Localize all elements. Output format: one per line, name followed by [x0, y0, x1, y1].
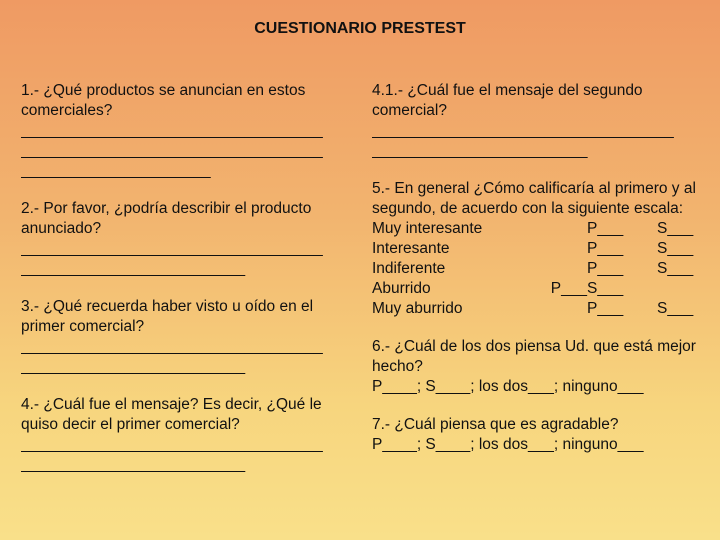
scale-row [372, 219, 712, 239]
scale-s: S___ [657, 220, 694, 237]
answer-line: __________________________ [21, 260, 246, 277]
answer-line: ___________________________________ [21, 436, 323, 453]
answer-options: P____; S____; los dos___; ninguno___ [372, 436, 644, 453]
scale-mid [517, 219, 587, 239]
scale-row [372, 279, 712, 299]
scale-label: Aburrido [372, 280, 431, 297]
question-1: 1.- ¿Qué productos se anuncian en estos comerciales? [21, 82, 306, 119]
question-5: 5.- En general ¿Cómo calificaría al primero y al segundo, de acuerdo con la siguiente escala: [372, 180, 696, 217]
left-column [21, 81, 346, 475]
scale-s: S___ [657, 260, 694, 277]
scale-s: S___ [657, 300, 694, 317]
question-4-1: 4.1.- ¿Cuál fue el mensaje del segundo comercial? [372, 82, 643, 119]
question-3: 3.- ¿Qué recuerda haber visto u oído en el primer comercial? [21, 298, 314, 335]
scale-row [372, 239, 712, 259]
answer-line: __________________________ [21, 358, 246, 375]
scale-s: S___ [657, 240, 694, 257]
scale-p: P___ [587, 300, 624, 317]
scale-label: Indiferente [372, 260, 446, 277]
question-2: 2.- Por favor, ¿podría describir el producto anunciado? [21, 200, 312, 237]
scale-label: Interesante [372, 240, 450, 257]
scale-mid [517, 239, 587, 259]
question-7: 7.- ¿Cuál piensa que es agradable? [372, 416, 619, 433]
answer-line: ___________________________________ [21, 122, 323, 139]
scale-p: P___ [587, 240, 624, 257]
answer-line: ___________________________________ [372, 122, 674, 139]
answer-line: _________________________ [372, 142, 588, 159]
answer-line: __________________________ [21, 456, 246, 473]
page-title: CUESTIONARIO PRESTEST [254, 20, 466, 37]
scale-label: Muy aburrido [372, 300, 463, 317]
scale-p: P___ [587, 260, 624, 277]
scale-p: P___ [587, 220, 624, 237]
right-column [372, 81, 712, 455]
answer-line: ___________________________________ [21, 338, 323, 355]
scale-row [372, 299, 712, 319]
scale-p: S___ [587, 280, 624, 297]
scale-row [372, 259, 712, 279]
question-4: 4.- ¿Cuál fue el mensaje? Es decir, ¿Qué le quiso decir el primer comercial? [21, 396, 322, 433]
scale-mid [517, 259, 587, 279]
answer-options: P____; S____; los dos___; ninguno___ [372, 378, 644, 395]
question-6: 6.- ¿Cuál de los dos piensa Ud. que está mejor hecho? [372, 338, 696, 375]
scale-label: Muy interesante [372, 220, 483, 237]
scale-s [657, 279, 707, 299]
scale-mid [517, 299, 587, 319]
answer-line: ___________________________________ [21, 142, 323, 159]
answer-line: ___________________________________ [21, 240, 323, 257]
answer-line: ______________________ [21, 162, 211, 179]
scale-mid: P___ [550, 280, 587, 297]
